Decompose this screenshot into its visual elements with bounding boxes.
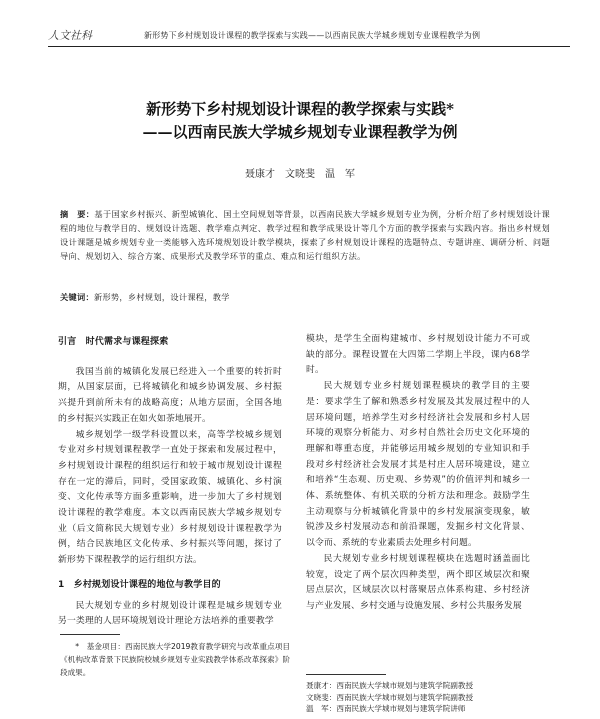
right-paragraph-2: 民大规划专业乡村规划课程模块的教学目的主要是：要求学生了解和熟悉乡村发展及其发展过程中的人居环境问题，培养学生对乡村经济社会发展和乡村人居环境的观察分析能力、对乡村自然社会历史文化环境的理解和尊重态度，并能够运用城乡规划的专业知识和手段对乡村经济社会发展才其是村庄人居环境建设，建立和培养“生态观、历史观、乡势观”的价值评判和城乡一体、系统整体、有机关联的分析方法和理念。鼓励学生主动观察与分析城镇化背景中的乡村发展演变现象，敏锐涉及乡村发展动态和前沿课题，发掘乡村文化背景、以令而、系统的专业素质去处理乡村问题。	[306, 381, 530, 549]
intro-heading: 引言 时代需求与课程探索	[58, 337, 169, 347]
author-notes	[306, 680, 556, 715]
running-title: 新形势下乡村规划设计课程的教学探索与实践——以西南民族大学城乡规划专业课程教学为例	[144, 31, 481, 40]
author-note-3: 温 军：西南民族大学城市规划与建筑学院讲师	[306, 704, 466, 713]
abstract-label: 摘 要：	[60, 209, 95, 219]
footnote-divider	[60, 634, 120, 635]
keywords	[60, 290, 550, 304]
running-header	[48, 30, 570, 44]
author-notes-divider	[306, 674, 386, 675]
funding-footnote: * 基金项目：西南民族大学2019教育教学研究与改革重点项目《机构改革背景下民族院校城乡规划专业实践教学体系改革探索》阶段成果。	[60, 642, 290, 677]
keywords-label: 关键词：	[60, 292, 94, 302]
author-note-1: 聂康才：西南民族大学城市规划与建筑学院副教授	[306, 681, 474, 690]
journal-logo: 人文社科	[48, 29, 92, 42]
section-1-heading: 1 乡村规划设计课程的地位与教学目的	[58, 579, 221, 590]
left-column	[58, 335, 282, 630]
right-paragraph-1: 模块，是学生全面构建城市、乡村规划设计能力不可或缺的部分。课程设置在大四第二学期上半段，课内68学时。	[306, 334, 530, 376]
right-column	[306, 332, 530, 615]
paper-title: 新形势下乡村规划设计课程的教学探索与实践*	[146, 100, 454, 118]
right-paragraph-3: 民大规划专业乡村规划课程模块在选题时涵盖面比较宽，设定了两个层次四种类型，两个即区域层次和聚居点层次，区域层次以村落聚居点体系构建、乡村经济与产业发展、乡村交通与设施发展、乡村公共服务发展	[306, 553, 530, 611]
author-note-2: 文晓斐：西南民族大学城市规划与建筑学院副教授	[306, 692, 474, 702]
header-divider	[48, 46, 570, 47]
author-list: 聂康才 文晓斐 温 军	[245, 169, 355, 180]
abstract	[60, 207, 550, 263]
abstract-text: 基于国家乡村振兴、新型城镇化、国土空间规划等背景，以西南民族大学城乡规划专业为例，分析介绍了乡村规划设计课程的地位与教学目的、规划设计选题、教学难点判定、教学过程和教学成果设计等几个方面的教学探索与实践内容。指出乡村规划设计课题是城乡规划专业一类能够入选环境规划设计教学模块，探索了乡村规划设计课程的选题特点、专题讲座、调研分析、问题导向、规划切入、综合方案、成果形式及教学环节的重点、难点和运行组织方法。	[60, 209, 551, 261]
paper-subtitle: ——以西南民族大学城乡规划专业课程教学为例	[142, 123, 458, 141]
keywords-text: 新形势，乡村规划，设计课程，教学	[93, 292, 230, 302]
section-1-paragraph-1: 民大规划专业的乡村规划设计课程是城乡规划专业另一类理的人居环境规划设计理论方法培养的重要教学	[58, 600, 282, 627]
intro-paragraph-1: 我国当前的城镇化发展已经进入一个重要的转折时期，从国家层面，已将城镇化和城乡协调发展、乡村振兴提升到前所未有的战略高度；从地方层面，全国各地的乡村振兴实践正在如火如荼地展开。	[58, 366, 282, 424]
intro-paragraph-2: 城乡规划学一级学科设置以来，高等学校城乡规划专业对乡村规划课程教学一直处于探索和发展过程中，乡村规划设计课程的组织运行和较于城市规划设计课程存在一定的滞后，同时，受国家政策、城镇化、乡村演变、文化传承等方面多重影响，进一步加大了乡村规划设计课程的教学难度。本文以西南民族大学城乡规划专业（后文简称民大规划专业）乡村规划设计课程教学为例，结合民族地区文化传承、乡村振兴等问题，探讨了新形势下课程教学的运行组织方法。	[58, 429, 282, 566]
